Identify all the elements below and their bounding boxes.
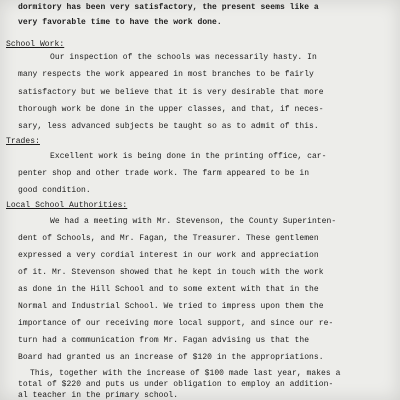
paragraph-line: very favorable time to have the work done. [18,18,222,27]
paragraph-line: satisfactory but we believe that it is very desirable that more [18,88,324,97]
paragraph-line: We had a meeting with Mr. Stevenson, the County Superinten- [50,217,337,226]
paragraph-line: dent of Schools, and Mr. Fagan, the Treasurer. These gentlemen [18,234,319,243]
paragraph-line: thorough work be done in the upper classes, and that, if neces- [18,105,324,114]
paragraph-line: penter shop and other trade work. The farm appeared to be in [18,169,310,178]
paragraph-line: dormitory has been very satisfactory, the present seems like a [18,3,319,12]
paragraph-line: Our inspection of the schools was necessarily hasty. In [50,53,317,62]
paragraph-line: expressed a very cordial interest in our work and appreciation [18,251,319,260]
paragraph-line: many respects the work appeared in most branches to be fairly [18,70,314,79]
section-heading-school-work: School Work: [6,40,65,49]
paragraph-line: This, together with the increase of $100 made last year, makes a [30,369,341,378]
paragraph-line: Board had granted us an increase of $120 in the appropriations. [18,353,324,362]
paragraph-line: al teacher in the primary school. [18,391,179,400]
paragraph-line: total of $220 and puts us under obligation to employ an addition- [18,380,334,389]
paragraph-line: as done in the Hill School and to some extent with that in the [18,285,319,294]
paragraph-line: Excellent work is being done in the printing office, car- [50,152,327,161]
section-heading-local-school-authorities: Local School Authorities: [6,201,128,210]
paragraph-line: of it. Mr. Stevenson showed that he kept in touch with the work [18,268,324,277]
section-heading-trades: Trades: [6,137,40,146]
paragraph-line: importance of our receiving more local support, and since our re- [18,319,334,328]
paragraph-line: turn had a communication from Mr. Fagan advising us that the [18,336,310,345]
paragraph-line: Normal and Industrial School. We tried to impress upon them the [18,302,324,311]
paragraph-line: sary, less advanced subjects be taught so as to admit of this. [18,122,319,131]
paragraph-line: good condition. [18,186,91,195]
